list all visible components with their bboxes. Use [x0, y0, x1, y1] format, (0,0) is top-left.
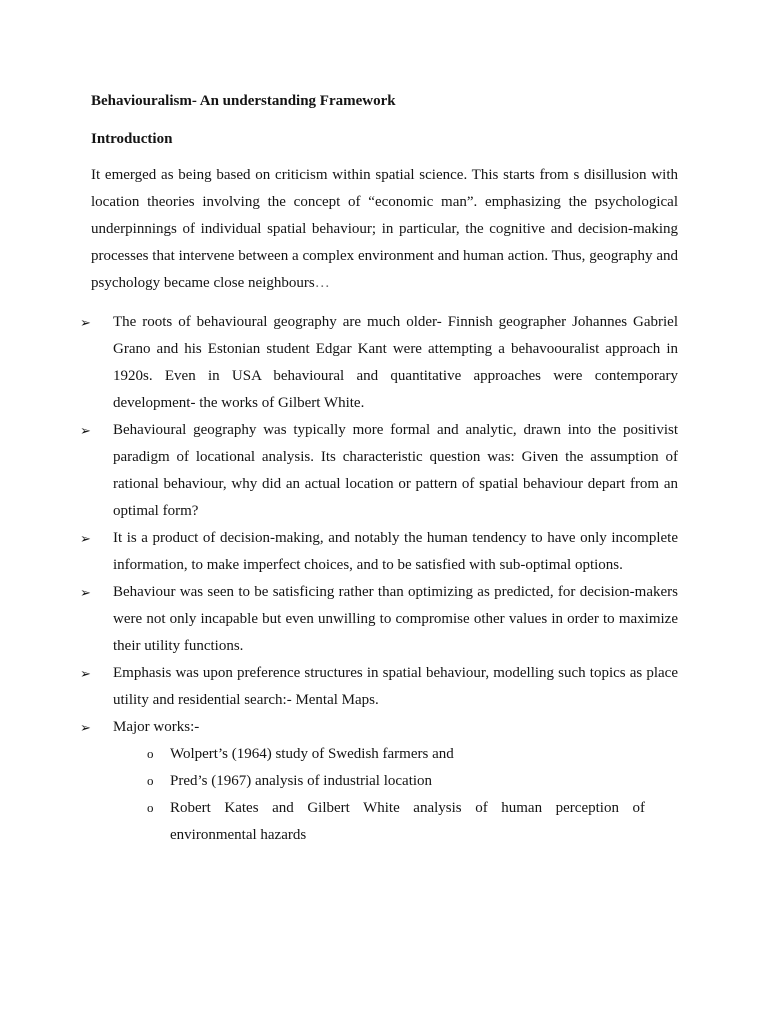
circle-bullet-icon: o [147, 773, 154, 788]
arrowhead-bullet-icon: ➢ [80, 531, 91, 546]
arrowhead-bullet-icon: ➢ [80, 315, 91, 330]
arrowhead-bullet-icon: ➢ [80, 666, 91, 681]
bullet-text: Behaviour was seen to be satisficing rather than optimizing as predicted, for decision-makers were not only incapable but even unwilling to compromise other values in order to maximize their utility functions. [113, 584, 678, 654]
bullet-text: Major works:- [113, 719, 200, 735]
intro-paragraph [91, 162, 678, 297]
arrowhead-bullet-icon: ➢ [80, 585, 91, 600]
list-item-major-works [80, 714, 678, 741]
major-work-text: Wolpert’s (1964) study of Swedish farmers and [170, 746, 454, 762]
bullet-text: Emphasis was upon preference structures in spatial behaviour, modelling such topics as place utility and residential search:- Mental Maps. [113, 665, 678, 708]
arrowhead-bullet-icon: ➢ [80, 423, 91, 438]
major-works-list [147, 741, 645, 849]
bullet-text: The roots of behavioural geography are much older- Finnish geographer Johannes Gabriel Grano and his Estonian student Edgar Kant were attempting a behavoouralist approach in 1920s. Even in USA behavioural and quantitative approaches were contemporary development- the works of Gilbert White. [113, 314, 678, 411]
list-item [80, 525, 678, 579]
circle-bullet-icon: o [147, 800, 154, 815]
list-item [80, 309, 678, 417]
list-item [80, 417, 678, 525]
list-item [80, 579, 678, 660]
major-work-text: Pred’s (1967) analysis of industrial location [170, 773, 433, 789]
intro-text: It emerged as being based on criticism within spatial science. This starts from s disillusion with location theories involving the concept of “economic man”. emphasizing the psychological underpinnings of individual spatial behaviour; in particular, the cognitive and decision-making processes that intervene between a complex environment and human action. Thus, geography and psychology became close neighbours [91, 167, 678, 291]
intro-ellipsis: … [314, 275, 330, 291]
section-heading-introduction: Introduction [91, 131, 173, 147]
document-title: Behaviouralism- An understanding Framework [91, 93, 396, 109]
bullet-text: It is a product of decision-making, and notably the human tendency to have only incomplete information, to make imperfect choices, and to be satisfied with sub-optimal options. [113, 530, 678, 573]
list-item [147, 741, 645, 768]
circle-bullet-icon: o [147, 746, 154, 761]
list-item [147, 795, 645, 849]
arrowhead-bullet-icon: ➢ [80, 720, 91, 735]
bullet-text: Behavioural geography was typically more formal and analytic, drawn into the positivist paradigm of locational analysis. Its characteristic question was: Given the assumption of rational behaviour, why did an actual location or pattern of spatial behaviour depart from an optimal form? [113, 422, 678, 519]
major-work-text: Robert Kates and Gilbert White analysis of human perception of environmental hazards [170, 800, 645, 843]
list-item [80, 660, 678, 714]
list-item [147, 768, 645, 795]
bullet-list [80, 309, 678, 741]
